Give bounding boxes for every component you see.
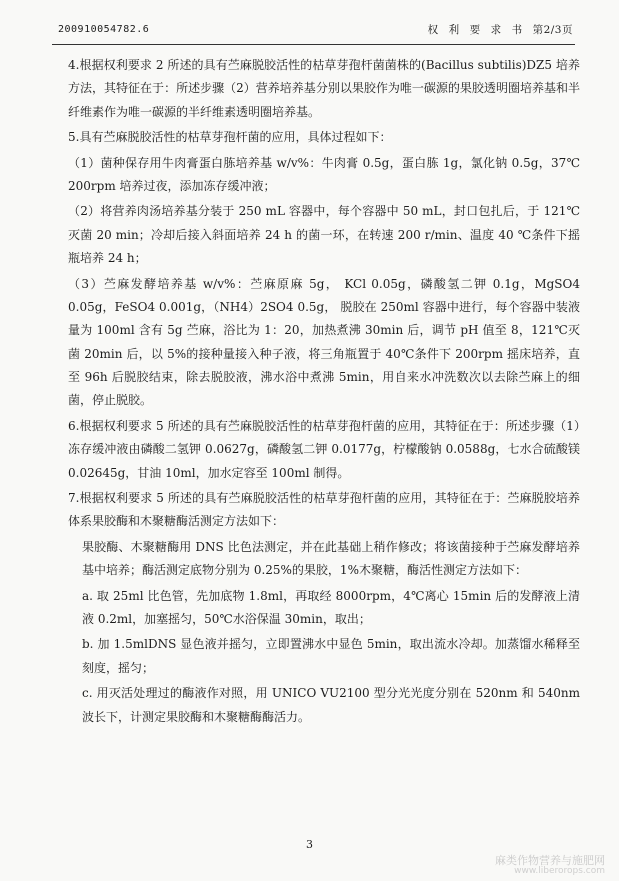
page-number: 3 [306, 838, 313, 851]
claim-7-step-b: b. 加 1.5mlDNS 显色液并摇匀，立即置沸水中显色 5min，取出流水冷却。加蒸馏水稀释至刻度，摇匀； [82, 637, 580, 675]
header-rule [52, 44, 575, 45]
header-title-char: 求 [490, 24, 502, 36]
page-header [58, 20, 573, 42]
claim-7-step-c: c. 用灭活处理过的酶液作对照，用 UNICO VU2100 型分光光度分别在 520nm 和 540nm 波长下，计测定果胶酶和木聚糖酶酶活力。 [82, 686, 580, 724]
claim-5-heading: 5.具有苎麻脱胶活性的枯草芽孢杆菌的应用，具体过程如下： [68, 130, 392, 145]
header-title-char: 利 [448, 24, 460, 36]
header-title-char: 书 [511, 24, 523, 36]
claim-7-step-a: a. 取 25ml 比色管，先加底物 1.8ml，再取经 8000rpm，4℃离心 15min 后的发酵液上清液 0.2ml，加塞摇匀，50℃水浴保温 30min，取出； [82, 588, 580, 626]
claim-7-method: 果胶酶、木聚糖酶用 DNS 比色法测定，并在此基础上稍作修改；将该菌接种于苎麻发酵培养基中培养；酶活测定底物分别为 0.25%的果胶，1%木聚糖，酶活性测定方法如下： [82, 539, 580, 578]
header-title-char: 要 [469, 24, 481, 36]
watermark-text: 麻类作物营养与施肥网 [495, 854, 605, 867]
claim-5-step-3: （3）苎麻发酵培养基 w/v%：苎麻原麻 5g， KCl 0.05g，磷酸氢二钾 0.1g，MgSO4 0.05g，FeSO4 0.001g，（NH4）2SO4 0.5g， 脱胶在 250ml 容器中进行，每个容器中装液量为 100ml 含有 5g 苎麻，浴比为 1：20，加热煮沸 30min 后，调节 pH 值至 8，121℃灭菌 20min 后，以 5%的接种量接入种子液，将三角瓶置于 40℃条件下 200rpm 摇床培养，直至 96h 后脱胶结束，除去脱胶液，沸水浴中煮沸 5min，用自来水冲洗数次以去除苎麻上的细菌，停止脱胶。 [68, 276, 580, 408]
page-indicator: 第2/3页 [532, 24, 573, 36]
application-number: 200910054782.6 [58, 24, 150, 35]
claim-4: 4.根据权利要求 2 所述的具有苎麻脱胶活性的枯草芽孢杆菌菌株的(Bacillus subtilis)DZ5 培养方法，其特征在于：所述步骤（2）营养培养基分别以果胶作为唯一碳源的果胶透明圈培养基和半纤维素作为唯一碳源的半纤维素透明圈培养基。 [68, 58, 580, 119]
claim-6: 6.根据权利要求 5 所述的具有苎麻脱胶活性的枯草芽孢杆菌的应用，其特征在于：所述步骤（1）冻存缓冲液由磷酸二氢钾 0.0627g，磷酸氢二钾 0.0177g，柠檬酸钠 0.0588g，七水合硫酸镁 0.02645g，甘油 10ml，加水定容至 100ml 制得。 [68, 418, 580, 480]
watermark-url: www.liberorops.com [514, 866, 605, 876]
claim-5-step-2: （2）将营养肉汤培养基分装于 250 mL 容器中，每个容器中 50 mL，封口包扎后，于 121℃灭菌 20 min；冷却后接入斜面培养 24 h 的菌一环，在转速 200 r/min、温度 40 ℃条件下摇瓶培养 24 h； [68, 204, 580, 266]
claim-5-step-1: （1）菌种保存用牛肉膏蛋白胨培养基 w/v%：牛肉膏 0.5g，蛋白胨 1g，氯化钠 0.5g，37℃ 200rpm 培养过夜，添加冻存缓冲液； [68, 155, 580, 193]
header-title [418, 22, 573, 37]
header-title-char: 权 [427, 24, 439, 36]
claim-7: 7.根据权利要求 5 所述的具有苎麻脱胶活性的枯草芽孢杆菌的应用，其特征在于：苎麻脱胶培养体系果胶酶和木聚糖酶活测定方法如下： [68, 491, 580, 529]
claims-body [68, 54, 580, 731]
